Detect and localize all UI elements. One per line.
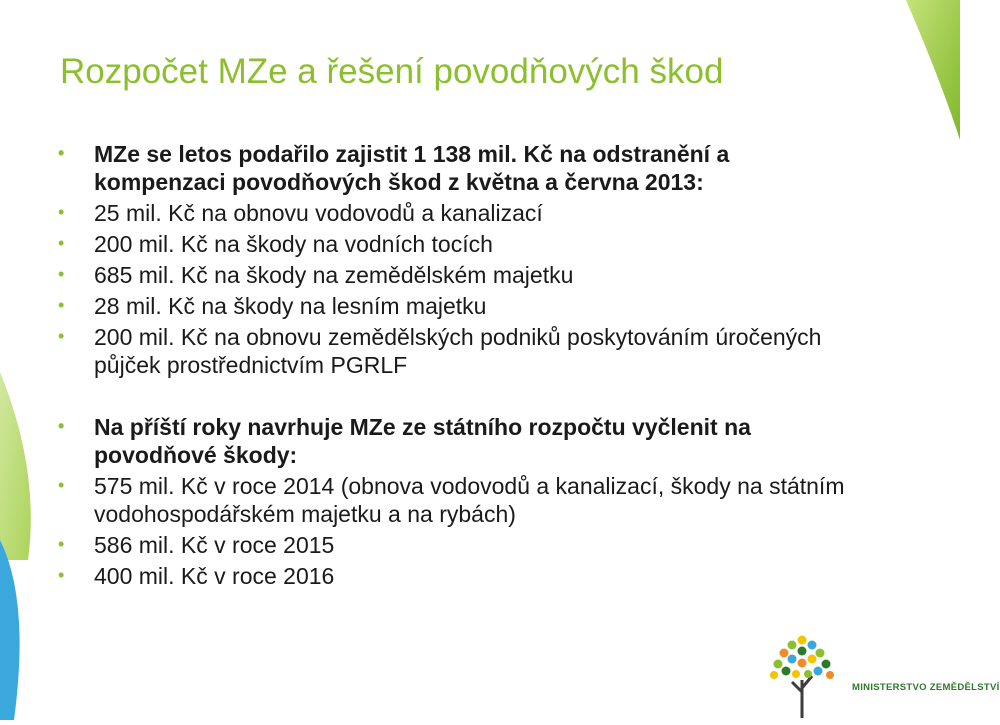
bullet-icon: • (58, 475, 65, 495)
slide-title: Rozpočet MZe a řešení povodňových škod (60, 52, 724, 91)
list-item (56, 562, 856, 590)
left-green-arc (0, 372, 31, 560)
bullet-icon: • (58, 565, 65, 585)
top-right-green-arc (906, 0, 960, 140)
bullet-icon: • (58, 416, 65, 436)
bullet-text: 400 mil. Kč v roce 2016 (94, 563, 335, 589)
bullet-icon: • (58, 143, 65, 163)
list-item (56, 140, 856, 196)
bullet-icon: • (58, 233, 65, 253)
bullet-icon: • (58, 534, 65, 554)
ministry-logo (744, 618, 1000, 720)
left-blue-arc (0, 540, 20, 720)
bullet-list (56, 140, 856, 593)
list-item (56, 230, 856, 258)
list-item (56, 323, 856, 379)
list-item (56, 472, 856, 528)
bullet-text: 28 mil. Kč na škody na lesním majetku (94, 293, 487, 319)
bullet-text: 586 mil. Kč v roce 2015 (94, 532, 335, 558)
list-item (56, 531, 856, 559)
bullet-icon: • (58, 295, 65, 315)
logo-label: MINISTERSTVO ZEMĚDĚLSTVÍ (852, 682, 1000, 693)
list-item (56, 261, 856, 289)
bullet-text: 25 mil. Kč na obnovu vodovodů a kanalizací (94, 200, 543, 226)
list-item (56, 199, 856, 227)
bullet-icon: • (58, 202, 65, 222)
bullet-text: 575 mil. Kč v roce 2014 (obnova vodovodů a kanalizací, škody na státním vodohospodářském majetku a na rybách) (94, 473, 845, 527)
tree-logo-icon (744, 618, 960, 720)
bullet-icon: • (58, 326, 65, 346)
bullet-text: MZe se letos podařilo zajistit 1 138 mil. Kč na odstranění a kompenzaci povodňových škod z května a června 2013: (94, 141, 730, 195)
bullet-text: 685 mil. Kč na škody na zemědělském majetku (94, 262, 574, 288)
bullet-text: 200 mil. Kč na škody na vodních tocích (94, 231, 493, 257)
bullet-text: Na příští roky navrhuje MZe ze státního rozpočtu vyčlenit na povodňové škody: (94, 414, 751, 468)
list-item (56, 413, 856, 469)
bullet-text: 200 mil. Kč na obnovu zemědělských podniků poskytováním úročených půjček prostřednictvím PGRLF (94, 324, 822, 378)
list-item (56, 292, 856, 320)
bullet-icon: • (58, 264, 65, 284)
